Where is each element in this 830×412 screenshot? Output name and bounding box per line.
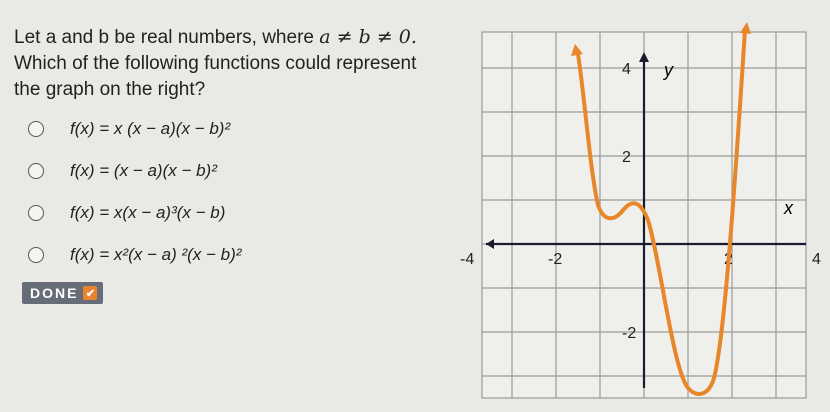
option-2-label: f(x) = (x − a)(x − b)² xyxy=(70,161,217,180)
question-text xyxy=(14,24,444,103)
radio-button-3[interactable] xyxy=(28,205,44,221)
done-label: DONE xyxy=(30,285,79,301)
curve-arrow-right-icon xyxy=(740,22,751,34)
y-axis-label: y xyxy=(664,60,673,80)
y-tick-label: 4 xyxy=(622,61,631,78)
radio-button-1[interactable] xyxy=(28,121,44,137)
x-tick-label: -4 xyxy=(460,251,475,268)
y-tick-label: -2 xyxy=(622,325,637,342)
option-4[interactable] xyxy=(28,234,241,276)
x-tick-label: 2 xyxy=(724,251,733,268)
y-tick-label: 2 xyxy=(622,149,631,166)
checkmark-icon: ✔ xyxy=(83,286,97,300)
radio-button-2[interactable] xyxy=(28,163,44,179)
answer-options xyxy=(28,108,241,276)
function-graph xyxy=(460,14,821,408)
question-line-3: the graph on the right? xyxy=(14,79,206,100)
x-tick-label: 4 xyxy=(812,251,821,268)
question-line-1 xyxy=(14,24,444,51)
x-tick-label: -2 xyxy=(548,251,563,268)
option-3[interactable] xyxy=(28,192,241,234)
option-1-label: f(x) = x (x − a)(x − b)² xyxy=(70,119,231,138)
done-button[interactable] xyxy=(22,282,103,304)
question-condition: a ≠ b ≠ 0. xyxy=(319,26,417,48)
option-1[interactable] xyxy=(28,108,241,150)
option-4-label: f(x) = x²(x − a) ²(x − b)² xyxy=(70,245,242,264)
option-2[interactable] xyxy=(28,150,241,192)
question-line-1-text: Let a and b be real numbers, where xyxy=(14,27,320,48)
radio-button-4[interactable] xyxy=(28,247,44,263)
option-3-label: f(x) = x(x − a)³(x − b) xyxy=(70,203,226,222)
x-axis-label: x xyxy=(784,198,793,218)
question-line-2: Which of the following functions could represent xyxy=(14,53,417,74)
